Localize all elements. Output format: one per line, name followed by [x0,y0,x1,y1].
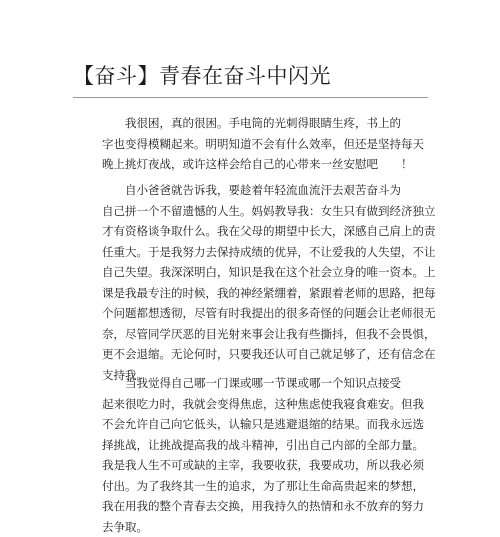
paragraph-line: 我在用我的整个青春去交换，用我持久的热情和永不放弃的努力 [102,496,402,517]
paragraph-1 [102,113,402,175]
paragraph-line: 奈，尽管同学厌恶的目光射来事会让我有些撕抖，但我不会畏惧， [102,324,402,345]
paragraph-line: 晚上挑灯夜战，或许这样会给自己的心带来一丝安慰吧 ！ [102,154,402,175]
paragraph-line: 才有资格谈争取什么。我在父母的期望中长大，深感自己肩上的责 [102,221,402,242]
paragraph-line: 不会允许自己向它低头，认输只是逃避退缩的结果。而我永远选 [102,414,402,435]
paragraph-line: 我很困，真的很困。手电筒的光刺得眼睛生疼，书上的 [102,113,402,134]
paragraph-line: 付出。为了我终其一生的追求，为了那让生命高贵起来的梦想， [102,476,402,497]
paragraph-line: 更不会退缩。无论何时，只要我还认可自己就足够了，还有信念在 [102,344,402,365]
paragraph-line: 字也变得模糊起来。明明知道不会有什么效率，但还是坚持每天 [102,134,402,155]
paragraph-line: 去争取。 [102,517,402,537]
paragraph-line: 自己拼一个不留遗憾的人生。妈妈教导我：女生只有做到经济独立 [102,201,402,222]
article-title: 【奋斗】青春在奋斗中闪光 [73,62,331,90]
paragraph-line: 支持我。 [102,365,402,386]
paragraph-3 [102,373,402,537]
paragraph-line: 任重大。于是我努力去保持成绩的优异，不让爱我的人失望，不让 [102,242,402,263]
paragraph-line: 课是我最专注的时候，我的神经紧绷着，紧跟着老师的思路，把每 [102,283,402,304]
paragraph-line: 当我觉得自己哪一门课或哪一节课或哪一个知识点接受 [102,373,402,394]
paragraph-line: 我是我人生不可或缺的主宰，我要收获，我要成功，所以我必须 [102,455,402,476]
paragraph-line: 自小爸爸就告诉我，要趁着年轻流血流汗去艰苦奋斗为 [102,180,402,201]
title-divider [73,97,428,98]
paragraph-2 [102,180,402,385]
paragraph-line: 择挑战，让挑战提高我的战斗精神，引出自己内部的全部力量。 [102,435,402,456]
paragraph-line: 起来很吃力时，我就会变得焦虑，这种焦虑使我寝食难安。但我 [102,394,402,415]
paragraph-line: 自己失望。我深深明白，知识是我在这个社会立身的唯一资本。上 [102,262,402,283]
paragraph-line: 个问题都想透彻，尽管有时我提出的很多奇怪的问题会让老师很无 [102,303,402,324]
